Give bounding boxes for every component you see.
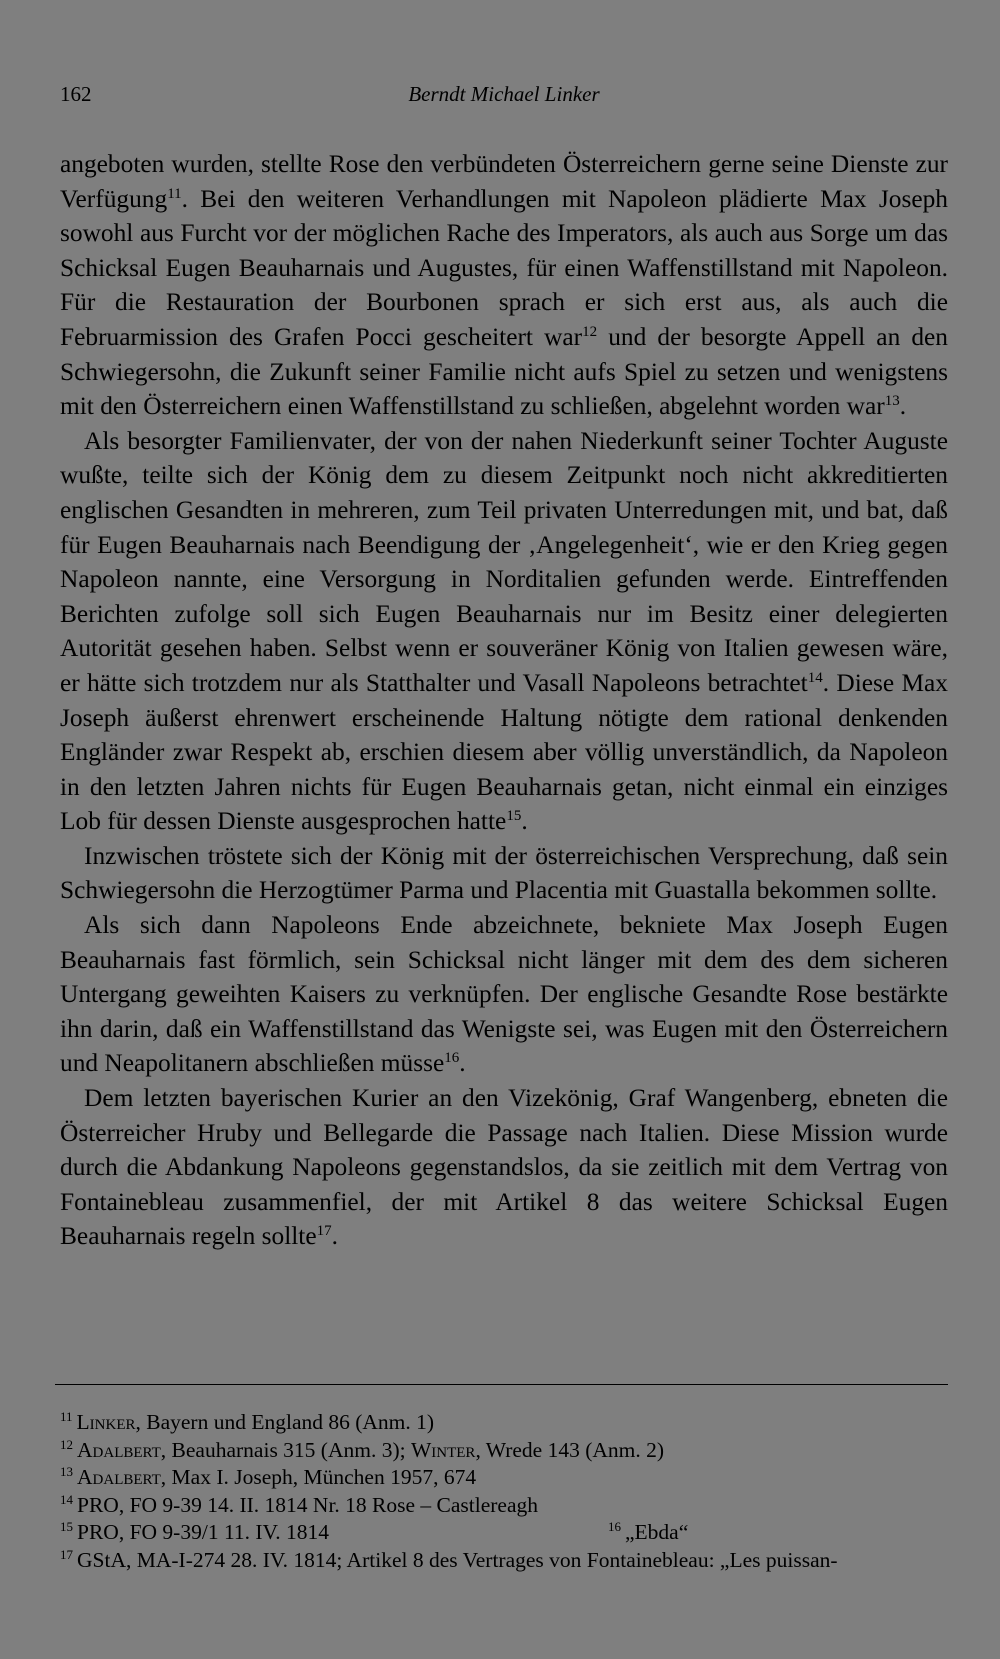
text-run: und der besorgte Appell an den Schwiegersohn, die Zukunft seiner Familie nicht aufs Spiel zu setzen und wenigstens mit den Österreichern einen Waffenstillstand zu schließen, abgelehnt worden war bbox=[60, 322, 948, 421]
page-number: 162 bbox=[60, 82, 92, 106]
paragraph bbox=[60, 424, 948, 839]
text-run: Dem letzten bayerischen Kurier an den Vizekönig, Graf Wangenberg, ebneten die Österreicher Hruby und Bellegarde die Passage nach Italien. Diese Mission wurde durch die Abdankung Napoleons gegenstandslos, da sie zeitlich mit dem Vertrag von Fontainebleau zusammenfiel, der mit Artikel 8 das weitere Schicksal Eugen Beauharnais regeln sollte bbox=[60, 1084, 948, 1251]
page-header bbox=[60, 82, 948, 116]
footnote-number: 12 bbox=[60, 1436, 73, 1452]
author-name: Adalbert bbox=[77, 1437, 161, 1462]
footnote-text: GStA, MA-I-274 28. IV. 1814; Artikel 8 des Vertrages von Fontainebleau: „Les puissan- bbox=[77, 1547, 838, 1572]
footnote bbox=[60, 1437, 948, 1465]
paragraph bbox=[60, 1081, 948, 1254]
text-run: . bbox=[459, 1049, 466, 1078]
running-title: Berndt Michael Linker bbox=[408, 82, 600, 106]
paragraph bbox=[60, 147, 948, 424]
footnote-number: 11 bbox=[60, 1409, 73, 1424]
footnote-ref: 13 bbox=[884, 393, 900, 410]
footnote-text: „Ebda“ bbox=[625, 1520, 689, 1545]
text-run: Als sich dann Napoleons Ende abzeichnete, bekniete Max Joseph Eugen Beauharnais fast förmlich, sein Schicksal nicht länger mit dem des dem sicheren Untergang geweihten Kaisers zu verknüpfen. Der englische Gesandte Rose bestärkte ihn darin, daß ein Waffenstillstand das Wenigste sei, was Eugen mit den Österreichern und Neapolitanern abschließen müsse bbox=[60, 911, 948, 1078]
author-name: Linker bbox=[76, 1410, 136, 1434]
body-text bbox=[60, 147, 948, 1254]
footnote-divider bbox=[55, 1384, 948, 1385]
text-run: . Diese Max Joseph äußerst ehrenwert erscheinende Haltung nötigte dem rational denkenden Engländer zwar Respekt ab, erschien diesem aber völlig unverständlich, da Napoleon in den letzten Jahren nichts für Eugen Beauharnais getan, nicht einmal ein einziges Lob für dessen Dienste ausgesprochen hatte bbox=[60, 668, 948, 836]
paragraph bbox=[60, 908, 948, 1081]
text-run: . Bei den weiteren Verhandlungen mit Napoleon plädierte Max Joseph sowohl aus Furcht vor der möglichen Rache des Imperators, als auch aus Sorge um das Schicksal Eugen Beauharnais und Augustes, für einen Waffenstillstand mit Napoleon. Für die Restauration der Bourbonen sprach er sich erst aus, als auch die Februarmission des Grafen Pocci gescheitert war bbox=[60, 184, 948, 351]
paragraph bbox=[60, 839, 948, 908]
footnote-text: PRO, FO 9-39 14. II. 1814 Nr. 18 Rose – Castlereagh bbox=[77, 1492, 539, 1517]
footnote-ref: 16 bbox=[444, 1050, 460, 1067]
text-run: . bbox=[331, 1222, 338, 1251]
footnote-text: , Beauharnais 315 (Anm. 3); bbox=[160, 1437, 411, 1462]
footnote bbox=[60, 1519, 948, 1547]
text-run: . bbox=[521, 807, 528, 836]
text-run: angeboten wurden, stellte Rose den verbündeten Österreichern gerne seine Dienste zur Verfügung bbox=[60, 150, 948, 213]
footnote-text: , Wrede 143 (Anm. 2) bbox=[475, 1437, 665, 1462]
footnote-ref: 12 bbox=[582, 323, 598, 340]
footnote-ref: 15 bbox=[506, 808, 522, 825]
text-run: Als besorgter Familienvater, der von der nahen Niederkunft seiner Tochter Auguste wußte, teilte sich der König dem zu diesem Zeitpunkt noch nicht akkreditierten englischen Gesandten in mehreren, zum Teil privaten Unterredungen mit, und bat, daß für Eugen Beauharnais nach Beendigung der ‚Angelegenheit‘, wie er den Krieg gegen Napoleon nannte, eine Versorgung in Norditalien gefunden werde. Eintreffenden Berichten zufolge soll sich Eugen Beauharnais nur im Besitz einer delegierten Autorität gesehen haben. Selbst wenn er souveräner König von Italien gewesen wäre, er hätte sich trotzdem nur als Statthalter und Vasall Napoleons betrachtet bbox=[60, 426, 948, 697]
footnote-text: , Bayern und England 86 (Anm. 1) bbox=[135, 1410, 435, 1434]
footnote bbox=[60, 1464, 948, 1492]
footnote-ref: 14 bbox=[807, 669, 823, 686]
text-run: Inzwischen tröstete sich der König mit der österreichischen Versprechung, daß sein Schwiegersohn die Herzogtümer Parma und Placentia mit Guastalla bekommen sollte. bbox=[60, 841, 948, 905]
footnote-text: PRO, FO 9-39/1 11. IV. 1814 bbox=[77, 1520, 330, 1545]
author-name: Winter bbox=[410, 1437, 476, 1462]
footnote-number: 14 bbox=[60, 1491, 73, 1507]
footnote-ref: 17 bbox=[316, 1223, 332, 1240]
footnote-number: 15 bbox=[60, 1519, 73, 1535]
footnote bbox=[60, 1492, 948, 1520]
footnote bbox=[60, 1547, 948, 1575]
footnote-number: 13 bbox=[60, 1464, 73, 1480]
footnote-text: , Max I. Joseph, München 1957, 674 bbox=[160, 1465, 477, 1490]
footnote-number: 17 bbox=[60, 1546, 73, 1562]
footnote-left bbox=[60, 1519, 608, 1547]
text-run: . bbox=[899, 392, 907, 421]
footnotes bbox=[60, 1409, 948, 1575]
author-name: Adalbert bbox=[77, 1465, 161, 1490]
footnote bbox=[60, 1409, 948, 1437]
footnote-number: 16 bbox=[608, 1519, 621, 1535]
footnote-ref: 11 bbox=[167, 185, 182, 202]
